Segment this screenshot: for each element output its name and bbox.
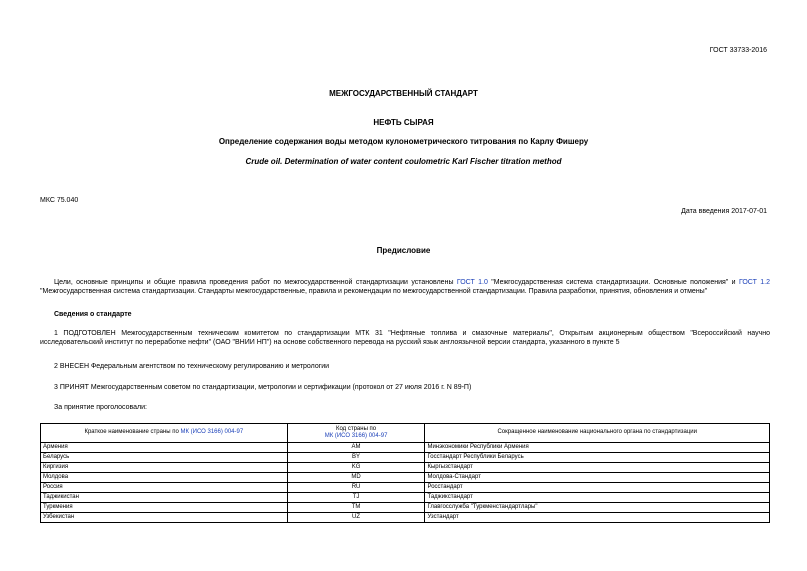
prepared-by-paragraph: 1 ПОДГОТОВЛЕН Межгосударственным техническим комитетом по стандартизации МТК 31 "Нефтяные топлива и смазочные материалы", Открытым акционерным обществом "Всероссийский научно исследовательский институт по переработке нефти" (ОАО "ВНИИ НП") на основе собственного перевода на русский язык англоязычной версии стандарта, указанного в пункте 5 [40,330,770,346]
preface-title: Предисловие [376,246,431,255]
country-cell: Узбекистан [41,513,288,523]
organization-cell: Таджикстандарт [425,493,770,503]
document-code: ГОСТ 33733-2016 [709,47,767,54]
voted-paragraph: За принятие проголосовали: [54,404,147,411]
gost-1-2-link[interactable]: ГОСТ 1.2 [738,279,770,286]
organization-cell: Кыргызстандарт [425,463,770,473]
header-organization: Сокращенное наименование национального органа по стандартизации [425,424,770,443]
organization-cell: Узстандарт [425,513,770,523]
header-code [287,424,425,443]
header-text: Краткое наименование страны по [84,429,181,436]
country-cell: Россия [41,483,288,493]
mks-code: МКС 75.040 [40,197,79,204]
gost-1-0-link[interactable]: ГОСТ 1.0 [456,279,488,286]
header-country [41,424,288,443]
introduced-by-paragraph: 2 ВНЕСЕН Федеральным агентством по техническому регулированию и метрологии [54,363,330,370]
organization-cell: Минэкономики Республики Армения [425,443,770,453]
table-row [41,473,770,483]
countries-table [40,423,770,523]
code-cell: AM [287,443,425,453]
table-row [41,463,770,473]
country-cell: Туркмения [41,503,288,513]
adopted-by-paragraph: 3 ПРИНЯТ Межгосударственным советом по стандартизации, метрологии и сертификации (протокол от 27 июля 2016 г. N 89-П) [54,384,472,391]
table-row [41,513,770,523]
effective-date: Дата введения 2017-07-01 [681,208,767,215]
organization-cell: Главгосслужба "Туркменстандартлары" [425,503,770,513]
country-cell: Таджикистан [41,493,288,503]
table-row [41,443,770,453]
code-cell: RU [287,483,425,493]
table-row [41,483,770,493]
table-row [41,453,770,463]
mk-iso-link[interactable]: МК (ИСО 3166) 004-97 [180,429,244,436]
info-title: Сведения о стандарте [54,311,132,318]
title-english: Crude oil. Determination of water content coulometric Karl Fischer titration method [245,157,562,166]
paragraph-text: Цели, основные принципы и общие правила проведения работ по межгосударственной стандартизации установлены [54,279,457,286]
standard-type-heading: МЕЖГОСУДАРСТВЕННЫЙ СТАНДАРТ [329,89,478,98]
paragraph-text: "Межгосударственная система стандартизации. Стандарты межгосударственные, правила и рекомендации по межгосударственной стандартизации. Правила разработки, принятия, обновления и отмены" [40,287,708,295]
organization-cell: Молдова-Стандарт [425,473,770,483]
table-row [41,493,770,503]
code-cell: TM [287,503,425,513]
paragraph-text: "Межгосударственная система стандартизации. Основные положения" и [487,279,739,286]
country-cell: Беларусь [41,453,288,463]
title-russian: Определение содержания воды методом кулонометрического титрования по Карлу Фишеру [218,137,589,146]
mk-iso-link[interactable]: МК (ИСО 3166) 004-97 [324,433,388,439]
table-header-row [41,424,770,443]
code-cell: KG [287,463,425,473]
product-heading: НЕФТЬ СЫРАЯ [373,118,434,127]
country-cell: Киргизия [41,463,288,473]
header-text: Код страны по [335,425,377,432]
country-cell: Молдова [41,473,288,483]
organization-cell: Росстандарт [425,483,770,493]
organization-cell: Госстандарт Республики Беларусь [425,453,770,463]
country-cell: Армения [41,443,288,453]
code-cell: MD [287,473,425,483]
preface-paragraph [40,279,770,297]
table-row [41,503,770,513]
code-cell: TJ [287,493,425,503]
code-cell: BY [287,453,425,463]
code-cell: UZ [287,513,425,523]
